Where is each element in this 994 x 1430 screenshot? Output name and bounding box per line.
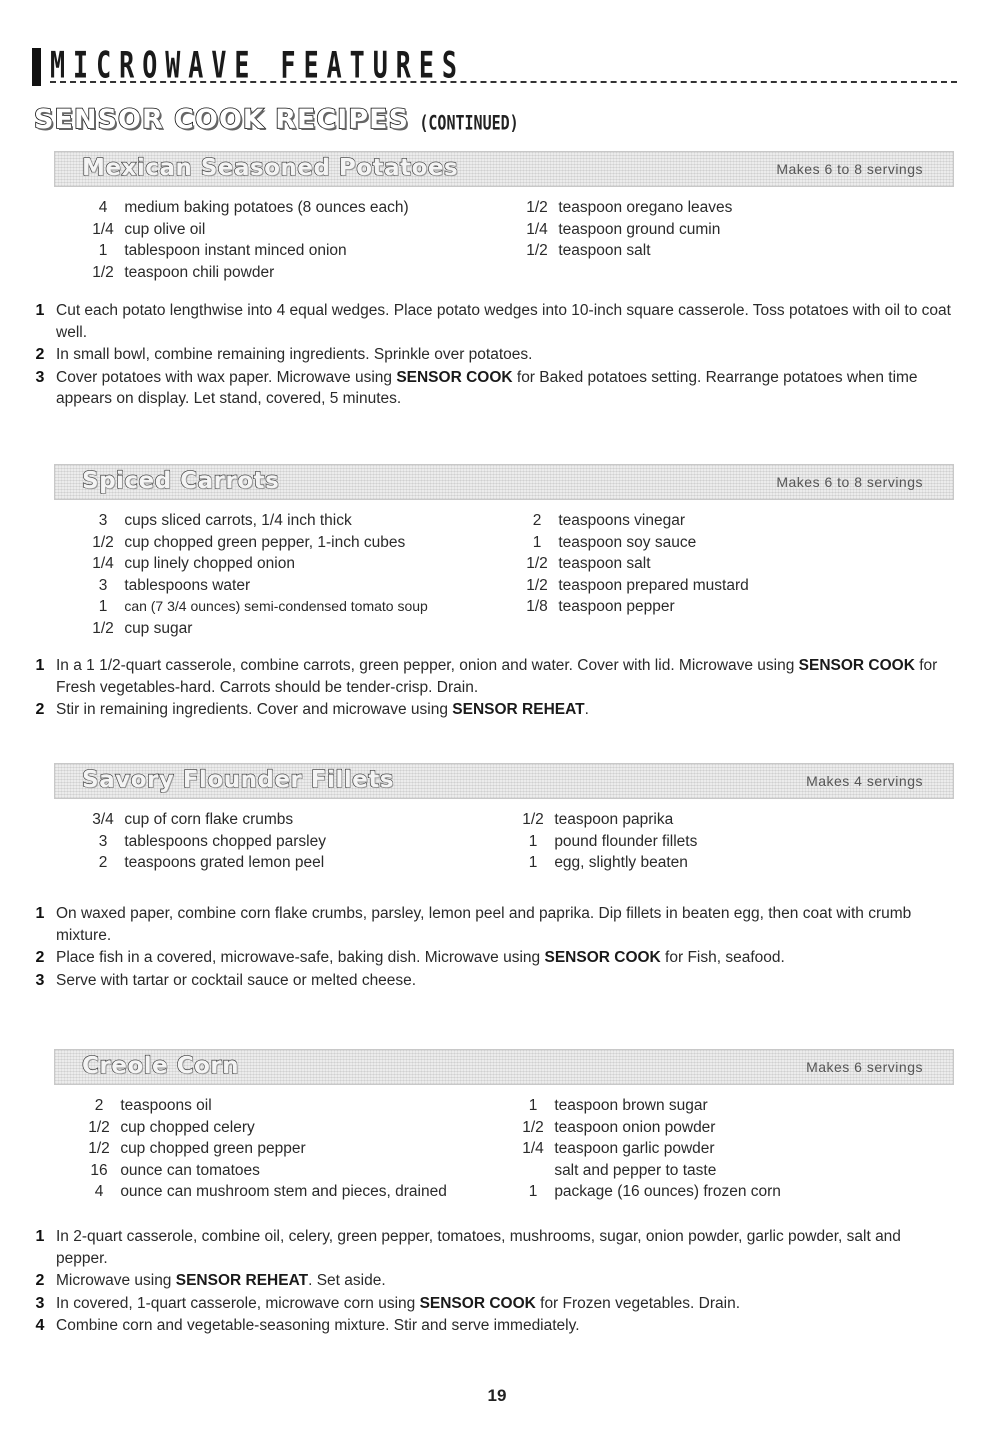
step xyxy=(32,655,956,698)
ingredient-quantity: 1/2 xyxy=(522,1118,544,1136)
step xyxy=(32,1315,956,1337)
ingredient-text: egg, slightly beaten xyxy=(554,854,688,872)
ingredient xyxy=(516,1138,781,1160)
step-text: Combine corn and vegetable-seasoning mixture. Stir and serve immediately. xyxy=(56,1317,580,1335)
ingredient-text: cup chopped green pepper, 1-inch cubes xyxy=(124,533,406,551)
step-text: . xyxy=(584,701,589,719)
step-number: 2 xyxy=(35,949,45,967)
ingredient-quantity: 1/4 xyxy=(92,555,114,573)
ingredient-text: cup sugar xyxy=(124,619,193,637)
ingredient xyxy=(86,831,326,853)
ingredient xyxy=(516,1181,781,1203)
ingredient-text: teaspoon soy sauce xyxy=(558,533,697,551)
ingredient xyxy=(82,1117,447,1139)
ingredient xyxy=(86,219,409,241)
ingredient-quantity: 3 xyxy=(98,512,108,529)
ingredient-text: package (16 ounces) frozen corn xyxy=(554,1183,781,1201)
recipe-banner xyxy=(54,763,954,799)
ingredient xyxy=(86,510,428,532)
ingredient-quantity: 1 xyxy=(532,533,542,551)
ingredient-text: teaspoon chili powder xyxy=(124,263,275,281)
step-number: 1 xyxy=(35,1228,45,1245)
step-number: 2 xyxy=(35,701,45,719)
ingredient xyxy=(86,596,428,618)
ingredient-text: teaspoon ground cumin xyxy=(558,220,721,238)
ingredient-quantity: 16 xyxy=(90,1161,108,1179)
step-list xyxy=(32,903,956,992)
ingredient xyxy=(516,1117,781,1139)
ingredient-text: cups sliced carrots, 1/4 inch thick xyxy=(124,512,352,529)
step-text: Cover potatoes with wax paper. Microwave using xyxy=(56,368,397,386)
step-text: for Frozen vegetables. Drain. xyxy=(535,1294,741,1312)
ingredient xyxy=(520,575,749,597)
step-number: 2 xyxy=(35,1272,45,1290)
recipe-title: Savory Flounder Fillets xyxy=(82,767,394,793)
ingredient-text: teaspoons grated lemon peel xyxy=(124,854,325,872)
ingredient-quantity: 1 xyxy=(98,598,108,616)
ingredient-text: medium baking potatoes (8 ounces each) xyxy=(124,199,409,216)
recipe-spiced-carrots xyxy=(35,464,954,719)
ingredient-text: teaspoon paprika xyxy=(554,811,674,828)
ingredient-quantity: 1/4 xyxy=(526,220,548,238)
ingredient-quantity: 2 xyxy=(98,854,108,872)
step-number: 3 xyxy=(35,1294,45,1312)
ingredient xyxy=(86,532,428,554)
step-text: Cut each potato lengthwise into 4 equal wedges. Place potato wedges into 10-inch square casserole. Toss potatoes with oil to coat well. xyxy=(56,302,951,341)
ingredient-text: can (7 3/4 ounces) semi-condensed tomato soup xyxy=(124,598,428,615)
ingredient-text: tablespoons water xyxy=(124,576,251,594)
ingredient-text: cup of corn flake crumbs xyxy=(124,811,294,828)
step-number: 4 xyxy=(35,1317,45,1335)
ingredient xyxy=(520,219,732,241)
step xyxy=(32,1293,956,1315)
step-text: for Baked potatoes setting. Rearrange potatoes when time appears on display. Let stand, covered, 5 minutes. xyxy=(56,368,918,408)
step-text: Microwave using xyxy=(56,1272,176,1290)
ingredient xyxy=(86,240,409,262)
step xyxy=(32,947,956,969)
step-list xyxy=(32,1226,956,1338)
step xyxy=(32,1226,956,1269)
step-text: On waxed paper, combine corn flake crumbs, parsley, lemon peel and paprika. Dip fillets in beaten egg, then coat with crumb mixture. xyxy=(56,905,912,944)
step-setting: SENSOR COOK xyxy=(798,657,915,674)
step-text: In covered, 1-quart casserole, microwave corn using xyxy=(56,1294,420,1312)
ingredient-quantity: 1/4 xyxy=(92,220,114,238)
step-text: Serve with tartar or cocktail sauce or melted cheese. xyxy=(56,971,417,989)
ingredient-quantity: 1/2 xyxy=(522,811,544,828)
ingredient-text: cup olive oil xyxy=(124,220,206,238)
ingredient xyxy=(86,553,428,575)
ingredient-quantity: 1/2 xyxy=(526,555,548,573)
ingredient-quantity: 1/2 xyxy=(92,619,114,637)
ingredient xyxy=(520,240,732,262)
recipe-banner xyxy=(54,1049,954,1085)
step-list xyxy=(32,300,956,411)
ingredient xyxy=(86,618,428,640)
recipe-title: Creole Corn xyxy=(82,1053,240,1079)
ingredient xyxy=(86,262,409,284)
header-rule xyxy=(50,81,957,83)
recipe-servings: Makes 6 to 8 servings xyxy=(776,161,923,177)
step xyxy=(32,1270,956,1292)
section-title-subtitle: (CONTINUED) xyxy=(419,111,519,135)
ingredient-quantity: 1/2 xyxy=(88,1118,110,1136)
recipe-creole-corn xyxy=(35,1049,954,1335)
ingredient xyxy=(82,1138,447,1160)
ingredient-text: tablespoons chopped parsley xyxy=(124,832,326,850)
step-text: for Fish, seafood. xyxy=(660,949,785,967)
ingredient xyxy=(86,852,326,874)
ingredient xyxy=(516,1160,781,1182)
ingredient-text: teaspoons vinegar xyxy=(558,512,685,529)
ingredient xyxy=(516,852,697,874)
ingredient xyxy=(86,197,409,219)
step xyxy=(32,300,956,343)
step xyxy=(32,367,956,410)
ingredient-text: cup linely chopped onion xyxy=(124,555,295,573)
step-list xyxy=(32,655,956,722)
ingredient-quantity: 2 xyxy=(94,1097,104,1114)
ingredient xyxy=(82,1181,447,1203)
ingredient-quantity: 1 xyxy=(528,1097,538,1114)
ingredient-quantity: 1/2 xyxy=(526,199,548,216)
step-setting: SENSOR COOK xyxy=(419,1294,536,1312)
ingredient xyxy=(520,596,749,618)
ingredient-text: pound flounder fillets xyxy=(554,832,698,850)
ingredient-text: ounce can tomatoes xyxy=(120,1161,260,1179)
ingredient xyxy=(516,831,697,853)
ingredient-quantity: 1 xyxy=(528,1183,538,1201)
step-text: Place fish in a covered, microwave-safe, baking dish. Microwave using xyxy=(56,949,545,967)
step-setting: SENSOR COOK xyxy=(396,368,513,386)
step-setting: SENSOR REHEAT xyxy=(175,1272,309,1290)
ingredient-quantity: 1/2 xyxy=(526,576,548,594)
ingredient-quantity: 1 xyxy=(528,832,538,850)
ingredient-text: salt and pepper to taste xyxy=(554,1161,717,1179)
step-number: 1 xyxy=(35,302,45,319)
ingredient xyxy=(516,1095,781,1117)
step xyxy=(32,903,956,946)
step-text: In small bowl, combine remaining ingredients. Sprinkle over potatoes. xyxy=(56,346,533,364)
ingredient-quantity: 1/4 xyxy=(522,1140,544,1158)
step-text: Stir in remaining ingredients. Cover and microwave using xyxy=(56,701,453,719)
step-text: . Set aside. xyxy=(308,1272,386,1290)
ingredient-text: ounce can mushroom stem and pieces, drained xyxy=(120,1183,447,1201)
ingredient-text: teaspoons oil xyxy=(120,1097,212,1114)
ingredient-quantity: 1/2 xyxy=(88,1140,110,1158)
recipe-title: Mexican Seasoned Potatoes xyxy=(82,155,459,181)
ingredient-quantity: 3 xyxy=(98,832,108,850)
ingredient xyxy=(520,510,749,532)
recipe-mexican-seasoned-potatoes xyxy=(35,151,954,408)
ingredient xyxy=(86,575,428,597)
ingredient-quantity: 1/8 xyxy=(526,598,548,616)
recipe-banner xyxy=(54,151,954,187)
step-number: 1 xyxy=(35,657,45,674)
ingredient-text: tablespoon instant minced onion xyxy=(124,242,347,260)
ingredient xyxy=(86,809,326,831)
ingredient-text: teaspoon prepared mustard xyxy=(558,576,749,594)
recipe-servings: Makes 6 to 8 servings xyxy=(776,474,923,490)
step-number: 3 xyxy=(35,971,45,989)
ingredient xyxy=(82,1095,447,1117)
step-number: 1 xyxy=(35,905,45,922)
recipe-title: Spiced Carrots xyxy=(82,468,280,494)
ingredient-text: teaspoon brown sugar xyxy=(554,1097,708,1114)
recipe-banner xyxy=(54,464,954,500)
section-title-main: SENSOR COOK RECIPES xyxy=(34,104,409,135)
ingredient-quantity: 1/2 xyxy=(526,242,548,260)
ingredient-quantity: 1 xyxy=(98,242,108,260)
step-text: In 2-quart casserole, combine oil, celery, green pepper, tomatoes, mushrooms, sugar, onion powder, garlic powder, salt and pepper. xyxy=(56,1228,901,1267)
ingredient-quantity: 4 xyxy=(94,1183,104,1201)
ingredient-text: cup chopped celery xyxy=(120,1118,255,1136)
page-number: 19 xyxy=(487,1386,507,1405)
recipe-servings: Makes 6 servings xyxy=(806,1059,923,1075)
ingredient-quantity: 4 xyxy=(98,199,108,216)
step-setting: SENSOR COOK xyxy=(544,949,661,967)
ingredient-text: teaspoon onion powder xyxy=(554,1118,716,1136)
step xyxy=(32,344,956,366)
ingredient-text: teaspoon oregano leaves xyxy=(558,199,733,216)
ingredient xyxy=(82,1160,447,1182)
step-text: In a 1 1/2-quart casserole, combine carrots, green pepper, onion and water. Cover with lid. Microwave using xyxy=(56,657,799,674)
ingredient-text: teaspoon salt xyxy=(558,242,651,260)
step xyxy=(32,970,956,992)
ingredient xyxy=(520,532,749,554)
ingredient-quantity: 2 xyxy=(532,512,542,529)
ingredient-text: teaspoon pepper xyxy=(558,598,675,616)
ingredient xyxy=(520,553,749,575)
ingredient-text: teaspoon garlic powder xyxy=(554,1140,715,1158)
ingredient xyxy=(516,809,697,831)
page-header xyxy=(32,44,957,88)
ingredient-text: teaspoon salt xyxy=(558,555,651,573)
ingredient-quantity: 1/2 xyxy=(92,533,114,551)
recipe-savory-flounder-fillets xyxy=(35,763,954,989)
ingredient-quantity: 1 xyxy=(528,854,538,872)
section-title xyxy=(34,104,519,135)
step-number: 3 xyxy=(35,368,45,386)
step-setting: SENSOR REHEAT xyxy=(452,701,585,719)
header-bar xyxy=(32,48,41,86)
recipe-servings: Makes 4 servings xyxy=(806,773,923,789)
step-text: for Fresh vegetables-hard. Carrots should be tender-crisp. Drain. xyxy=(56,657,938,696)
step-number: 2 xyxy=(35,346,45,364)
ingredient-quantity: 3 xyxy=(98,576,108,594)
page-title: MICROWAVE FEATURES xyxy=(50,44,465,87)
ingredient-quantity: 1/2 xyxy=(92,263,114,281)
ingredient xyxy=(520,197,732,219)
ingredient-quantity: 3/4 xyxy=(92,811,114,828)
ingredient-text: cup chopped green pepper xyxy=(120,1140,306,1158)
step xyxy=(32,699,956,721)
